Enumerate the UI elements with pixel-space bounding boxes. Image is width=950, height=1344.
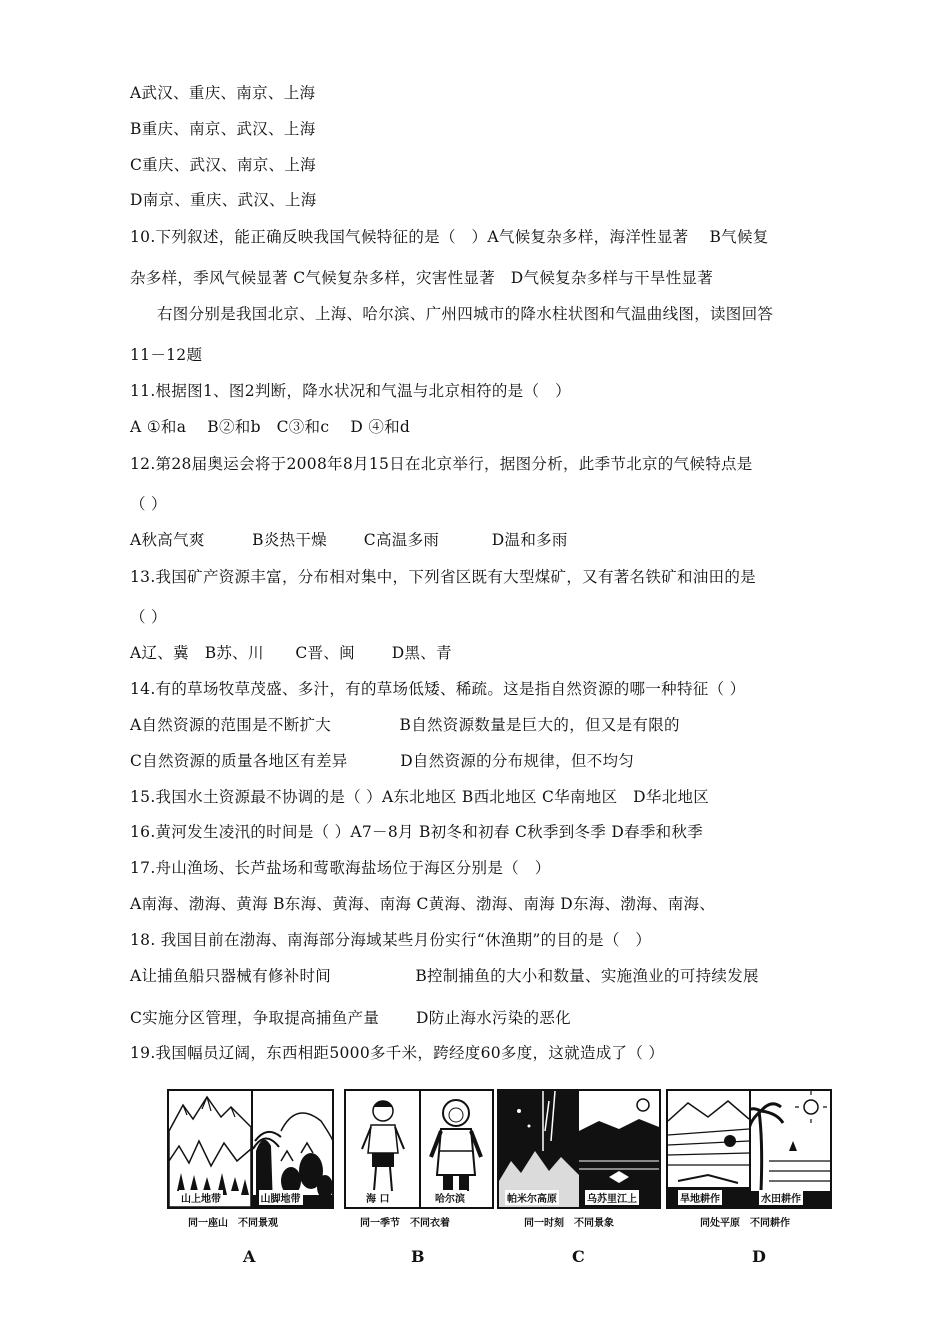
question-18-options-ab: A让捕鱼船只器械有修补时间 B控制捕鱼的大小和数量、实施渔业的可持续发展	[130, 967, 759, 985]
figure-c-left	[499, 1091, 581, 1207]
question-18: 18. 我国目前在渤海、南海部分海域某些月份实行“休渔期”的目的是（ ）	[130, 931, 652, 949]
figure-c-right	[579, 1091, 659, 1207]
figure-c-panel	[497, 1089, 661, 1209]
question-17: 17.舟山渔场、长芦盐场和莺歌海盐场位于海区分别是（ ）	[130, 859, 551, 877]
figure-d-left-label: 旱地耕作	[678, 1190, 722, 1205]
option-line: D南京、重庆、武汉、上海	[130, 191, 317, 209]
question-12: 12.第28届奥运会将于2008年8月15日在北京举行，据图分析，此季节北京的气候特点是	[130, 455, 753, 473]
question-12-cont: （ ）	[130, 495, 167, 513]
figure-a-left	[169, 1091, 253, 1207]
figure-b-right-label: 哈尔滨	[433, 1190, 467, 1205]
question-10: 10.下列叙述，能正确反映我国气候特征的是（ ）A气候复杂多样，海洋性显著 B气候复	[130, 228, 769, 246]
option-line: A武汉、重庆、南京、上海	[130, 84, 316, 102]
figure-a-panel	[167, 1089, 334, 1209]
question-17-options: A南海、渤海、黄海 B东海、黄海、南海 C黄海、渤海、南海 D东海、渤海、南海、	[130, 895, 716, 913]
figure-intro-cont: 11－12题	[130, 346, 203, 364]
figure-a-left-label: 山上地带	[179, 1190, 223, 1205]
figure-intro: 右图分别是我国北京、上海、哈尔滨、广州四城市的降水柱状图和气温曲线图，读图回答	[157, 305, 774, 323]
figure-d-right-label: 水田耕作	[759, 1190, 803, 1205]
figure-b-left	[346, 1091, 421, 1207]
figure-c-caption: 同一时刻 不同景象	[524, 1218, 614, 1229]
question-13: 13.我国矿产资源丰富，分布相对集中，下列省区既有大型煤矿，又有著名铁矿和油田的是	[130, 568, 756, 586]
figure-c-right-label: 乌苏里江上	[585, 1190, 639, 1205]
question-19: 19.我国幅员辽阔，东西相距5000多千米，跨经度60多度，这就造成了（ ）	[130, 1044, 665, 1062]
figure-a-right-label: 山脚地带	[259, 1190, 303, 1205]
question-18-options-cd: C实施分区管理，争取提高捕鱼产量 D防止海水污染的恶化	[130, 1009, 571, 1027]
question-11: 11.根据图1、图2判断，降水状况和气温与北京相符的是（ ）	[130, 382, 571, 400]
figure-d-letter: D	[752, 1247, 766, 1266]
figure-b-left-label: 海 口	[364, 1190, 391, 1205]
figure-d-panel	[666, 1089, 832, 1209]
option-line: B重庆、南京、武汉、上海	[130, 120, 316, 138]
figure-a-caption: 同一座山 不同景观	[188, 1218, 278, 1229]
question-14-options-ab: A自然资源的范围是不断扩大 B自然资源数量是巨大的，但又是有限的	[130, 716, 680, 734]
question-12-options: A秋高气爽 B炎热干燥 C高温多雨 D温和多雨	[130, 531, 568, 549]
figure-c-letter: C	[572, 1247, 585, 1266]
question-14: 14.有的草场牧草茂盛、多汁，有的草场低矮、稀疏。这是指自然资源的哪一种特征（ ）	[130, 680, 746, 698]
figure-c-left-label: 帕米尔高原	[505, 1190, 559, 1205]
figure-d-caption: 同处平原 不同耕作	[700, 1218, 790, 1229]
question-15: 15.我国水土资源最不协调的是（ ）A东北地区 B西北地区 C华南地区 D华北地区	[130, 788, 710, 806]
question-10-cont: 杂多样，季风气候显著 C气候复杂多样，灾害性显著 D气候复杂多样与干旱性显著	[130, 269, 714, 287]
option-line: C重庆、武汉、南京、上海	[130, 156, 316, 174]
question-13-cont: （ ）	[130, 608, 167, 626]
question-16: 16.黄河发生凌汛的时间是（ ）A7－8月 B初冬和初春 C秋季到冬季 D春季和秋季	[130, 823, 704, 841]
figure-b-right	[419, 1091, 492, 1207]
figure-b-panel	[344, 1089, 494, 1209]
question-14-options-cd: C自然资源的质量各地区有差异 D自然资源的分布规律，但不均匀	[130, 752, 635, 770]
figure-a-right	[251, 1091, 333, 1207]
figure-d-right	[749, 1091, 830, 1207]
question-13-options: A辽、冀 B苏、川 C晋、闽 D黑、青	[130, 644, 452, 662]
figure-d-left	[668, 1091, 751, 1207]
question-11-options: A ①和a B②和b C③和c D ④和d	[130, 418, 411, 436]
figure-a-letter: A	[243, 1247, 256, 1266]
figure-b-letter: B	[411, 1247, 425, 1266]
figure-b-caption: 同一季节 不同衣着	[360, 1218, 450, 1229]
